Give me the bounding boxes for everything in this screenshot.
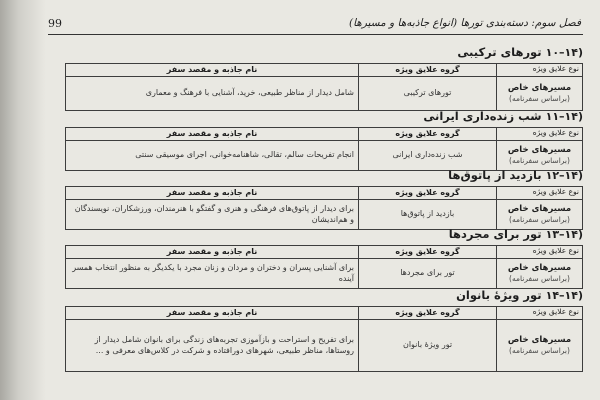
section-iranian-night <box>66 108 583 171</box>
group-cell: تورهای ترکیبی <box>359 76 497 110</box>
type-basis: (براساس سفرنامه) <box>509 273 570 283</box>
header-type: نوع علایق ویژه <box>497 187 583 200</box>
section-number: ۱۴–۱۴) <box>545 289 583 302</box>
description-cell: شامل دیدار از مناظر طبیعی، خرید، آشنایی با فرهنگ و معماری <box>66 76 359 110</box>
section-singles-tour <box>66 226 583 289</box>
section-number: ۱۱–۱۴) <box>545 110 583 123</box>
table-header-row <box>66 246 583 259</box>
section-number: ۱۲–۱۴) <box>545 169 583 182</box>
section-title <box>66 167 583 183</box>
info-table <box>65 127 583 171</box>
header-group: گروه علایق ویژه <box>359 128 497 141</box>
header-attraction: نام جاذبه و مقصد سفر <box>66 128 359 141</box>
header-group: گروه علایق ویژه <box>359 64 497 77</box>
description-cell: برای تفریح و استراحت و بازآموزی تجربه‌های زندگی برای بانوان شامل دیدار از روستاها، مناظر طبیعی، شهرهای دورافتاده و شرکت در کلاس‌های معرفی و ... <box>66 319 359 371</box>
type-main: مسیرهای خاص <box>507 144 572 155</box>
table-row <box>66 199 583 229</box>
section-title <box>66 287 583 303</box>
group-cell: تور برای مجردها <box>359 258 497 288</box>
table-row <box>66 258 583 288</box>
type-main: مسیرهای خاص <box>507 262 572 273</box>
type-cell <box>497 199 583 229</box>
book-gutter-shadow <box>0 0 46 400</box>
type-main: مسیرهای خاص <box>507 334 572 345</box>
section-title <box>66 226 583 242</box>
table-row <box>66 76 583 110</box>
header-type: نوع علایق ویژه <box>497 246 583 259</box>
description-cell: انجام تفریحات سالم، تقالی، شاهنامه‌خوانی، اجرای موسیقی سنتی <box>66 140 359 170</box>
info-table <box>65 186 583 230</box>
description-cell: برای دیدار از پاتوق‌های فرهنگی و هنری و گفتگو با هنرمندان، ورزشکاران، نویسندگان و هم‌اندیشان <box>66 199 359 229</box>
section-title-text: تورهای ترکیبی <box>457 45 542 59</box>
type-cell <box>497 319 583 371</box>
header-attraction: نام جاذبه و مقصد سفر <box>66 307 359 320</box>
type-main: مسیرهای خاص <box>507 82 572 93</box>
section-title <box>66 108 583 124</box>
section-title <box>66 44 583 60</box>
header-type: نوع علایق ویژه <box>497 128 583 141</box>
table-header-row <box>66 128 583 141</box>
info-table <box>65 63 583 111</box>
section-women-tour <box>66 287 583 372</box>
section-combined-tours <box>66 44 583 111</box>
type-main: مسیرهای خاص <box>507 203 572 214</box>
type-basis: (براساس سفرنامه) <box>509 214 570 224</box>
info-table <box>65 245 583 289</box>
type-basis: (براساس سفرنامه) <box>509 155 570 165</box>
header-attraction: نام جاذبه و مقصد سفر <box>66 187 359 200</box>
header-attraction: نام جاذبه و مقصد سفر <box>66 64 359 77</box>
header-group: گروه علایق ویژه <box>359 307 497 320</box>
description-cell: برای آشنایی پسران و دختران و مردان و زنان مجرد با یکدیگر به منظور انتخاب همسر آینده <box>66 258 359 288</box>
group-cell: بازدید از پاتوق‌ها <box>359 199 497 229</box>
group-cell: شب زنده‌داری ایرانی <box>359 140 497 170</box>
section-number: ۱۳–۱۴) <box>545 228 583 241</box>
header-rule <box>48 34 583 35</box>
table-header-row <box>66 64 583 77</box>
group-cell: تور ویژهٔ بانوان <box>359 319 497 371</box>
section-title-text: بازدید از پاتوق‌ها <box>448 168 542 182</box>
running-title: فصل سوم: دسته‌بندی تورها (انواع جاذبه‌ها و مسیرها) <box>349 17 581 29</box>
info-table <box>65 306 583 372</box>
table-header-row <box>66 307 583 320</box>
section-number: ۱۰–۱۴) <box>545 46 583 59</box>
type-cell <box>497 140 583 170</box>
type-basis: (براساس سفرنامه) <box>509 93 570 103</box>
header-group: گروه علایق ویژه <box>359 246 497 259</box>
header-type: نوع علایق ویژه <box>497 64 583 77</box>
table-row <box>66 319 583 371</box>
page-number: 99 <box>48 17 62 30</box>
table-row <box>66 140 583 170</box>
type-basis: (براساس سفرنامه) <box>509 345 570 355</box>
header-type: نوع علایق ویژه <box>497 307 583 320</box>
type-cell <box>497 258 583 288</box>
type-cell <box>497 76 583 110</box>
section-title-text: تور برای مجردها <box>448 227 542 241</box>
header-group: گروه علایق ویژه <box>359 187 497 200</box>
section-hangouts <box>66 167 583 230</box>
table-header-row <box>66 187 583 200</box>
section-title-text: تور ویژهٔ بانوان <box>456 288 542 302</box>
header-attraction: نام جاذبه و مقصد سفر <box>66 246 359 259</box>
section-title-text: شب زنده‌داری ایرانی <box>423 109 542 123</box>
page-header <box>48 14 583 40</box>
